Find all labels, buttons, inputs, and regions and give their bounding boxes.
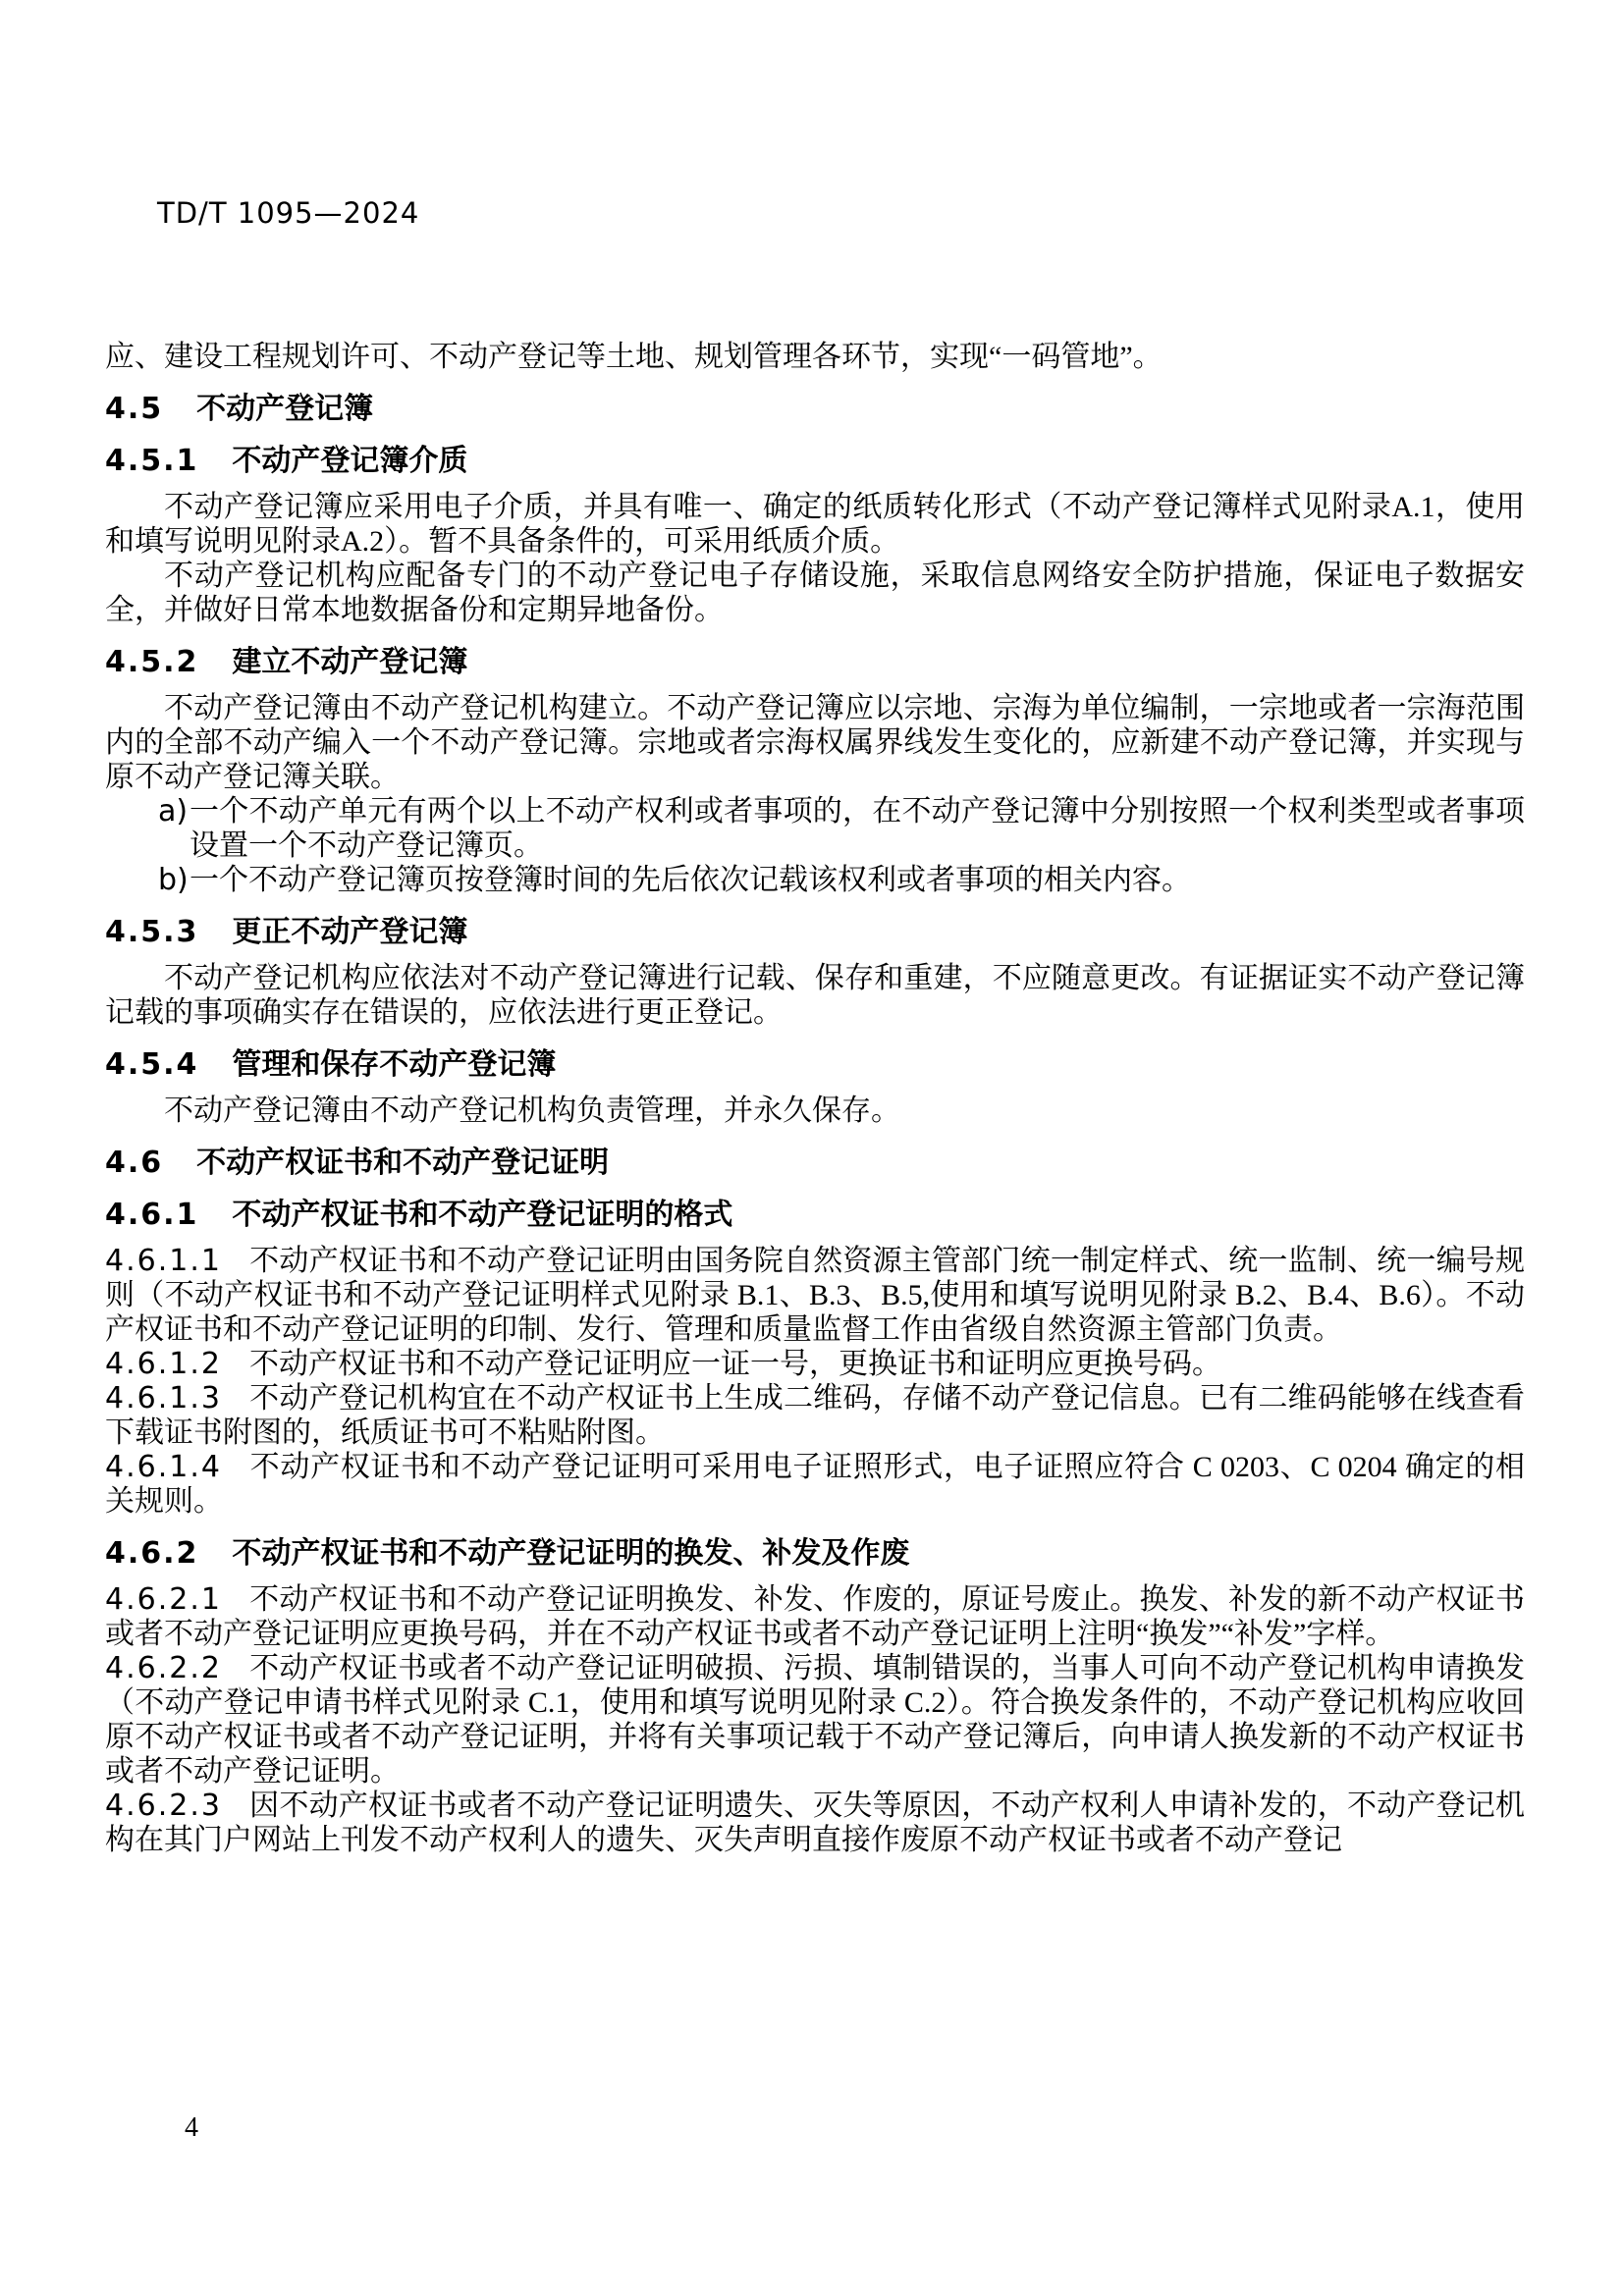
clause-number: 4.6.2.1: [105, 1582, 222, 1617]
heading-number: 4.6: [105, 1146, 164, 1180]
clause-text: 不动产权证书和不动产登记证明可采用电子证照形式，电子证照应符合 C 0203、C 0204 确定的相关规则。: [105, 1451, 1525, 1518]
heading-number: 4.6.2: [105, 1536, 199, 1571]
section-heading-4-5-3: [105, 915, 1525, 949]
clause-number: 4.6.2.2: [105, 1651, 222, 1685]
clause-4-6-2-3: [105, 1789, 1525, 1857]
section-heading-4-5: [105, 392, 1525, 426]
section-heading-4-6: [105, 1146, 1525, 1180]
page-number: 4: [185, 2112, 198, 2143]
list-marker: a): [158, 794, 189, 828]
heading-title: 不动产权证书和不动产登记证明的换发、补发及作废: [232, 1536, 910, 1571]
list-text: 一个不动产单元有两个以上不动产权利或者事项的，在不动产登记簿中分别按照一个权利类型或者事项设置一个不动产登记簿页。: [189, 795, 1525, 862]
standard-number-header: TD/T 1095—2024: [157, 196, 420, 230]
heading-title: 不动产权证书和不动产登记证明: [196, 1146, 610, 1180]
heading-title: 管理和保存不动产登记簿: [232, 1047, 557, 1082]
clause-text: 不动产权证书和不动产登记证明换发、补发、作废的，原证号废止。换发、补发的新不动产权证书或者不动产登记证明应更换号码，并在不动产权证书或者不动产登记证明上注明“换发”“补发”字样。: [105, 1583, 1525, 1650]
clause-4-6-1-3: [105, 1381, 1525, 1450]
clause-text: 不动产登记机构宜在不动产权证书上生成二维码，存储不动产登记信息。已有二维码能够在线查看下载证书附图的，纸质证书可不粘贴附图。: [105, 1382, 1525, 1449]
paragraph: 不动产登记机构应配备专门的不动产登记电子存储设施，采取信息网络安全防护措施，保证电子数据安全，并做好日常本地数据备份和定期异地备份。: [105, 560, 1525, 626]
heading-title: 不动产登记簿介质: [232, 444, 468, 478]
list-marker: b): [158, 863, 189, 897]
clause-4-6-1-4: [105, 1450, 1525, 1519]
heading-title: 更正不动产登记簿: [232, 915, 468, 949]
paragraph: 不动产登记簿由不动产登记机构建立。不动产登记簿应以宗地、宗海为单位编制，一宗地或者一宗海范围内的全部不动产编入一个不动产登记簿。宗地或者宗海权属界线发生变化的，应新建不动产登记簿，并实现与原不动产登记簿关联。: [105, 692, 1525, 793]
clause-4-6-2-1: [105, 1582, 1525, 1651]
list-item-a: [105, 794, 1525, 863]
section-heading-4-5-1: [105, 444, 1525, 478]
clause-4-6-2-2: [105, 1651, 1525, 1789]
heading-number: 4.5.1: [105, 444, 199, 478]
heading-number: 4.5.2: [105, 645, 199, 679]
heading-number: 4.5.4: [105, 1047, 199, 1082]
clause-number: 4.6.2.3: [105, 1789, 222, 1823]
section-heading-4-6-2: [105, 1536, 1525, 1571]
list-text: 一个不动产登记簿页按登簿时间的先后依次记载该权利或者事项的相关内容。: [189, 864, 1191, 896]
paragraph: 不动产登记簿由不动产登记机构负责管理，并永久保存。: [164, 1095, 900, 1127]
section-heading-4-5-2: [105, 645, 1525, 679]
heading-number: 4.6.1: [105, 1198, 199, 1232]
section-heading-4-6-1: [105, 1198, 1525, 1232]
heading-title: 不动产登记簿: [196, 392, 374, 426]
paragraph: 不动产登记簿应采用电子介质，并具有唯一、确定的纸质转化形式（不动产登记簿样式见附录A.1，使用和填写说明见附录A.2）。暂不具备条件的，可采用纸质介质。: [105, 491, 1525, 558]
heading-title: 建立不动产登记簿: [232, 645, 468, 679]
clause-text: 不动产权证书或者不动产登记证明破损、污损、填制错误的，当事人可向不动产登记机构申请换发（不动产登记申请书样式见附录 C.1，使用和填写说明见附录 C.2）。符合换发条件的，不动产登记机构应收回原不动产权证书或者不动产登记证明，并将有关事项记载于不动产登记簿后，向申请人换发新的不动产权证书或者不动产登记证明。: [105, 1652, 1525, 1788]
clause-4-6-1-2: [105, 1347, 1525, 1381]
heading-number: 4.5.3: [105, 915, 199, 949]
paragraph: 不动产登记机构应依法对不动产登记簿进行记载、保存和重建，不应随意更改。有证据证实不动产登记簿记载的事项确实存在错误的，应依法进行更正登记。: [105, 962, 1525, 1029]
heading-title: 不动产权证书和不动产登记证明的格式: [232, 1198, 733, 1232]
list-item-b: [105, 863, 1525, 897]
clause-4-6-1-1: [105, 1244, 1525, 1347]
clause-number: 4.6.1.4: [105, 1450, 222, 1484]
paragraph-continuation: 应、建设工程规划许可、不动产登记等土地、规划管理各环节，实现“一码管地”。: [105, 341, 1163, 373]
document-body: [105, 340, 1525, 1857]
clause-text: 不动产权证书和不动产登记证明由国务院自然资源主管部门统一制定样式、统一监制、统一编号规则（不动产权证书和不动产登记证明样式见附录 B.1、B.3、B.5,使用和填写说明见附录 B.2、B.4、B.6）。不动产权证书和不动产登记证明的印制、发行、管理和质量监督工作由省级自然资源主管部门负责。: [105, 1245, 1525, 1346]
clause-text: 因不动产权证书或者不动产登记证明遗失、灭失等原因，不动产权利人申请补发的，不动产登记机构在其门户网站上刊发不动产权利人的遗失、灭失声明直接作废原不动产权证书或者不动产登记: [105, 1789, 1525, 1856]
heading-number: 4.5: [105, 392, 164, 426]
clause-number: 4.6.1.3: [105, 1381, 222, 1415]
clause-number: 4.6.1.2: [105, 1347, 222, 1381]
section-heading-4-5-4: [105, 1047, 1525, 1082]
clause-number: 4.6.1.1: [105, 1244, 222, 1278]
clause-text: 不动产权证书和不动产登记证明应一证一号，更换证书和证明应更换号码。: [248, 1348, 1221, 1380]
